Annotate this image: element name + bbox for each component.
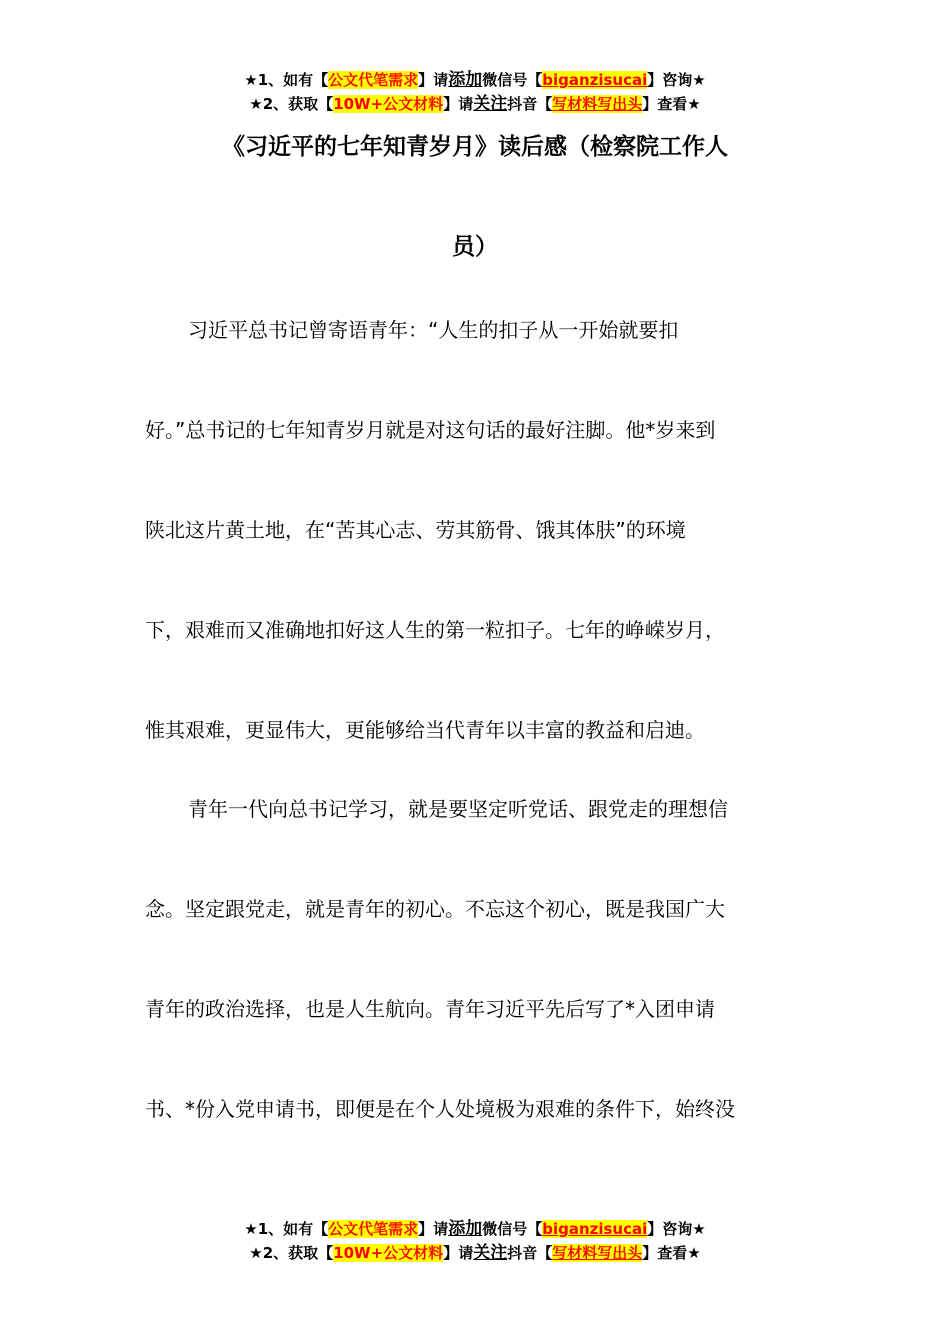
notice-text: 抖音【 <box>507 1244 553 1262</box>
footer-notice <box>0 1217 950 1265</box>
highlight-service: 公文代笔需求 <box>328 71 419 89</box>
douyin-account-link[interactable]: 写材料写出头 <box>552 1244 643 1262</box>
paragraph-line: 惟其艰难，更显伟大，更能够给当代青年以丰富的教益和启迪。 <box>145 718 705 742</box>
wechat-id-link[interactable]: biganzisucai <box>542 1220 648 1238</box>
paragraph-line: 青年一代向总书记学习，就是要坚定听党话、跟党走的理想信 <box>188 797 728 821</box>
paragraph-line: 青年的政治选择，也是人生航向。青年习近平先后写了*入团申请 <box>145 997 715 1021</box>
notice-text: 抖音【 <box>507 95 553 113</box>
notice-emphasis: 添加 <box>448 70 483 90</box>
paragraph-line: 下，艰难而又准确地扣好这人生的第一粒扣子。七年的峥嵘岁月， <box>145 618 725 642</box>
document-title-line-2: 员） <box>452 234 498 260</box>
notice-text: 】查看★ <box>642 1244 701 1262</box>
highlight-service: 公文代笔需求 <box>328 1220 419 1238</box>
notice-text: 】查看★ <box>642 95 701 113</box>
paragraph-line: 陕北这片黄土地，在“苦其心志、劳其筋骨、饿其体肤”的环境 <box>145 518 686 542</box>
notice-line-2 <box>0 92 950 116</box>
highlight-materials: 10W+公文材料 <box>333 95 444 113</box>
notice-text: ★1、如有【 <box>244 71 329 89</box>
paragraph-line: 好。”总书记的七年知青岁月就是对这句话的最好注脚。他*岁来到 <box>145 418 716 442</box>
notice-emphasis: 关注 <box>473 1243 508 1263</box>
paragraph-line: 念。坚定跟党走，就是青年的初心。不忘这个初心，既是我国广大 <box>145 897 725 921</box>
notice-text: 】请 <box>418 71 449 89</box>
notice-emphasis: 关注 <box>473 94 508 114</box>
highlight-materials: 10W+公文材料 <box>333 1244 444 1262</box>
douyin-account-link[interactable]: 写材料写出头 <box>552 95 643 113</box>
header-notice <box>0 68 950 116</box>
notice-text: 】咨询★ <box>647 71 706 89</box>
notice-text: ★1、如有【 <box>244 1220 329 1238</box>
paragraph-line: 习近平总书记曾寄语青年：“人生的扣子从一开始就要扣 <box>188 318 679 342</box>
notice-text: 微信号【 <box>482 1220 543 1238</box>
notice-text: ★2、获取【 <box>249 1244 334 1262</box>
notice-text: 】请 <box>418 1220 449 1238</box>
notice-line-1 <box>0 1217 950 1241</box>
paragraph-line: 书、*份入党申请书，即便是在个人处境极为艰难的条件下，始终没 <box>145 1097 735 1121</box>
notice-text: 】请 <box>443 95 474 113</box>
document-title-line-1: 《习近平的七年知青岁月》读后感（检察院工作人 <box>222 134 728 160</box>
wechat-id-link[interactable]: biganzisucai <box>542 71 648 89</box>
notice-text: ★2、获取【 <box>249 95 334 113</box>
notice-line-2 <box>0 1241 950 1265</box>
notice-emphasis: 添加 <box>448 1219 483 1239</box>
notice-text: 】咨询★ <box>647 1220 706 1238</box>
notice-text: 微信号【 <box>482 71 543 89</box>
notice-line-1 <box>0 68 950 92</box>
notice-text: 】请 <box>443 1244 474 1262</box>
